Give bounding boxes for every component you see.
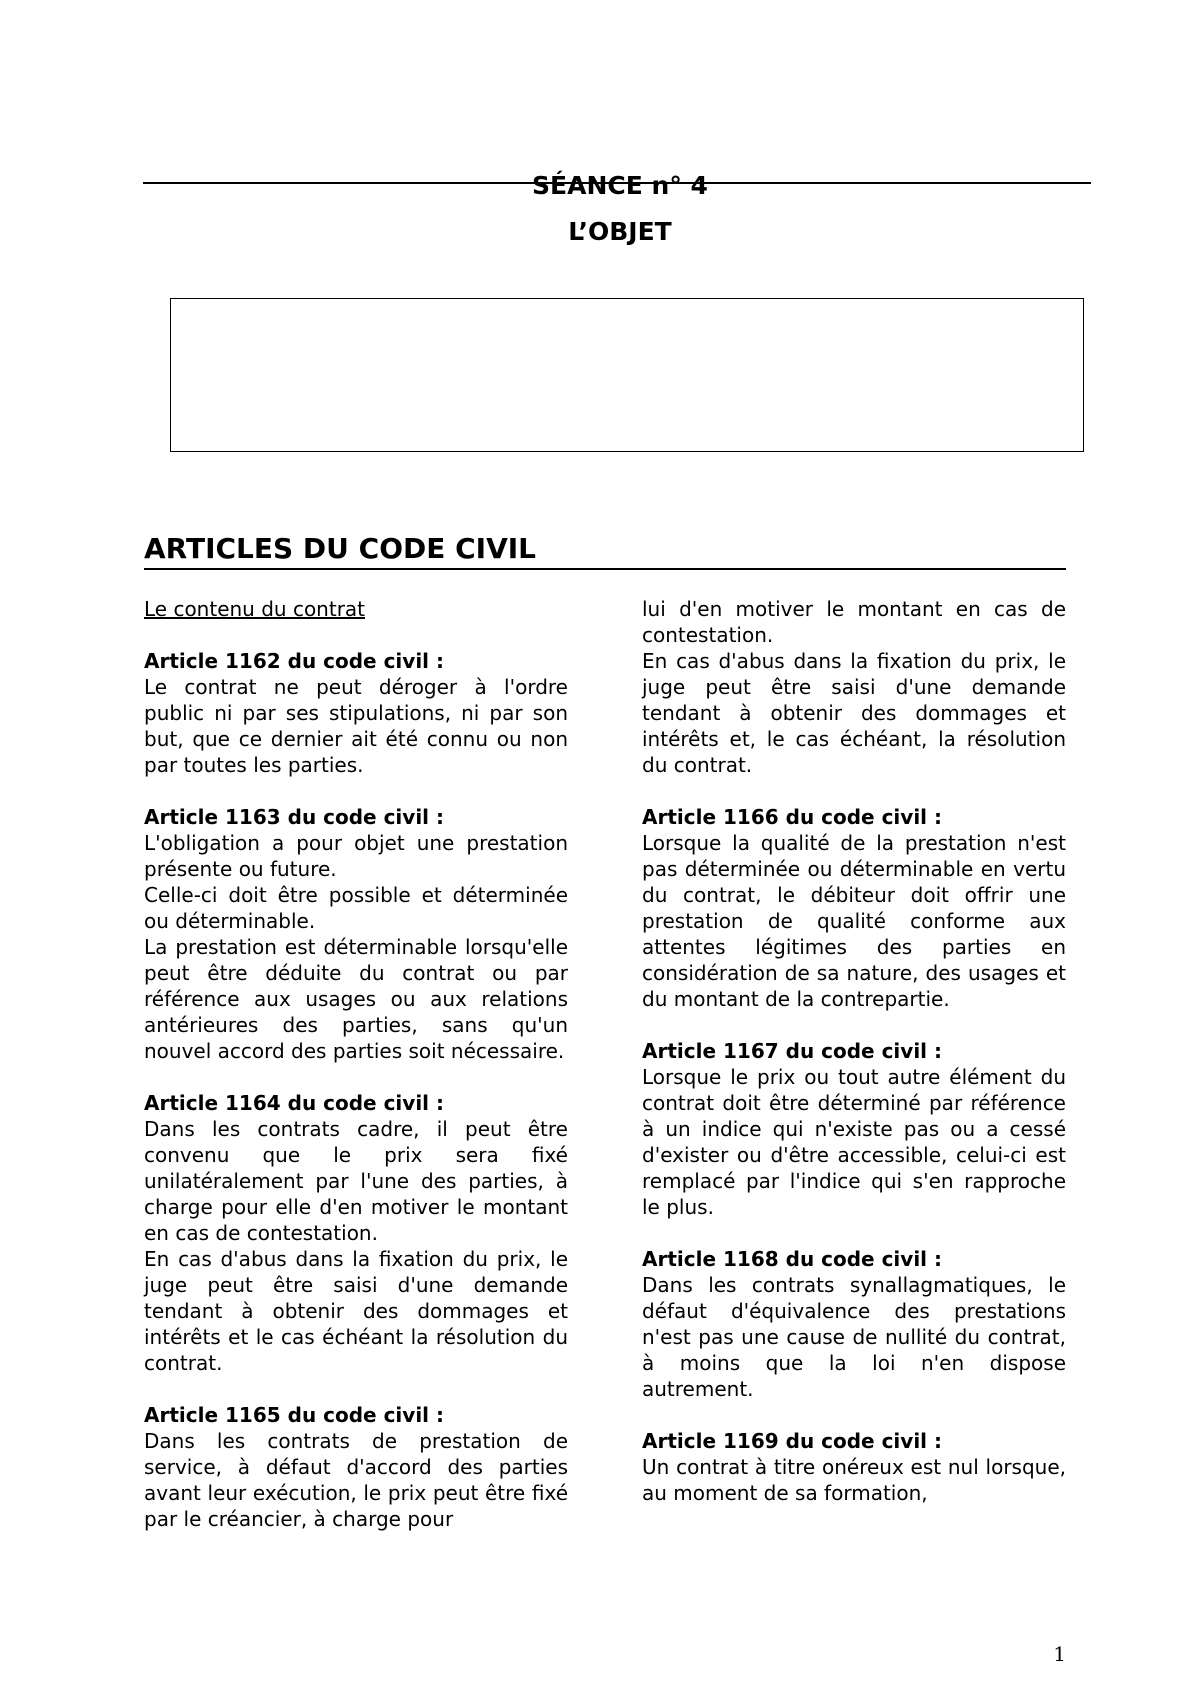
article-1169 bbox=[642, 1428, 1066, 1506]
subheading: Le contenu du contrat bbox=[144, 597, 366, 621]
session-subtitle: L’OBJET bbox=[568, 217, 672, 246]
page-number: 1 bbox=[1053, 1642, 1066, 1666]
article-text: Le contrat ne peut déroger à l'ordre public ni par ses stipulations, ni par son but, que ce dernier ait été connu ou non par toutes les parties. bbox=[144, 675, 568, 777]
article-text: En cas d'abus dans la fixation du prix, le juge peut être saisi d'une demande tendant à obtenir des dommages et intérêts et le cas échéant la résolution du contrat. bbox=[144, 1247, 568, 1375]
right-column bbox=[642, 596, 1066, 1532]
article-text: lui d'en motiver le montant en cas de contestation. bbox=[642, 597, 1066, 647]
article-1165-continuation bbox=[642, 596, 1066, 778]
article-title: Article 1169 du code civil : bbox=[642, 1429, 942, 1453]
article-title: Article 1162 du code civil : bbox=[144, 649, 444, 673]
article-text: Un contrat à titre onéreux est nul lorsque, au moment de sa formation, bbox=[642, 1455, 1066, 1505]
article-text: Dans les contrats cadre, il peut être convenu que le prix sera fixé unilatéralement par l'une des parties, à charge pour elle d'en motiver le montant en cas de contestation. bbox=[144, 1117, 568, 1245]
article-text: En cas d'abus dans la fixation du prix, le juge peut être saisi d'une demande tendant à obtenir des dommages et intérêts et, le cas échéant, la résolution du contrat. bbox=[642, 649, 1066, 777]
article-1163 bbox=[144, 804, 568, 1064]
article-title: Article 1165 du code civil : bbox=[144, 1403, 444, 1427]
article-1162 bbox=[144, 648, 568, 778]
article-text: Dans les contrats synallagmatiques, le défaut d'équivalence des prestations n'est pas une cause de nullité du contrat, à moins que la loi n'en dispose autrement. bbox=[642, 1273, 1066, 1401]
article-1166 bbox=[642, 804, 1066, 1012]
article-1168 bbox=[642, 1246, 1066, 1402]
article-text: Lorsque le prix ou tout autre élément du contrat doit être déterminé par référence à un indice qui n'existe pas ou a cessé d'exister ou d'être accessible, celui-ci est remplacé par l'indice qui s'en rapproche le plus. bbox=[642, 1065, 1066, 1219]
article-1164 bbox=[144, 1090, 568, 1376]
session-title: SÉANCE n° 4 bbox=[532, 171, 708, 200]
article-title: Article 1163 du code civil : bbox=[144, 805, 444, 829]
article-1165 bbox=[144, 1402, 568, 1532]
left-column bbox=[144, 596, 568, 1558]
article-title: Article 1167 du code civil : bbox=[642, 1039, 942, 1063]
article-text: La prestation est déterminable lorsqu'elle peut être déduite du contrat ou par référence aux usages ou aux relations antérieures des parties, sans qu'un nouvel accord des parties soit nécessaire. bbox=[144, 935, 568, 1063]
article-title: Article 1164 du code civil : bbox=[144, 1091, 444, 1115]
article-text: Lorsque la qualité de la prestation n'est pas déterminée ou déterminable en vertu du contrat, le débiteur doit offrir une prestation de qualité conforme aux attentes légitimes des parties en considération de sa nature, des usages et du montant de la contrepartie. bbox=[642, 831, 1066, 1011]
article-text: Celle-ci doit être possible et déterminée ou déterminable. bbox=[144, 883, 568, 933]
section-title: ARTICLES DU CODE CIVIL bbox=[144, 532, 1066, 570]
article-text: Dans les contrats de prestation de service, à défaut d'accord des parties avant leur exécution, le prix peut être fixé par le créancier, à charge pour bbox=[144, 1429, 568, 1531]
article-1167 bbox=[642, 1038, 1066, 1220]
article-title: Article 1168 du code civil : bbox=[642, 1247, 942, 1271]
article-text: L'obligation a pour objet une prestation présente ou future. bbox=[144, 831, 568, 881]
empty-frame-box bbox=[170, 298, 1084, 452]
article-title: Article 1166 du code civil : bbox=[642, 805, 942, 829]
